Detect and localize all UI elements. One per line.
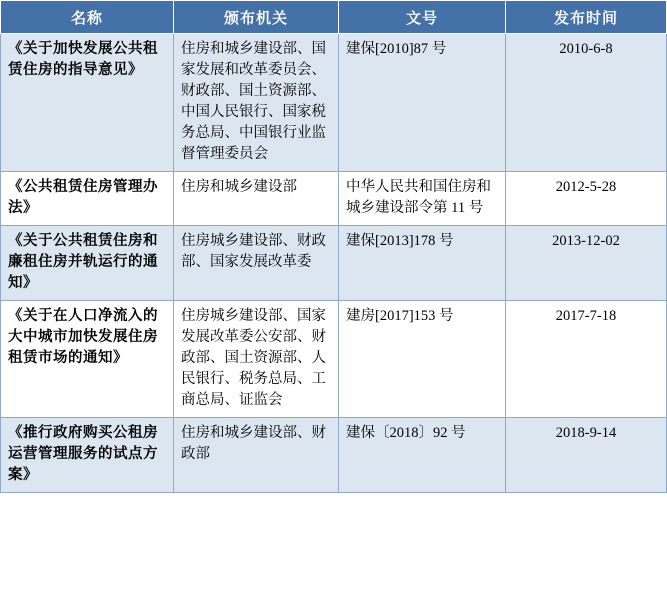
cell-organization: 住房和城乡建设部 — [174, 172, 339, 226]
table-header-row — [1, 1, 667, 34]
cell-release-date: 2017-7-18 — [506, 301, 667, 418]
cell-document-number: 建保[2013]178 号 — [339, 226, 506, 301]
column-header-name: 名称 — [1, 1, 174, 34]
table-row — [1, 34, 667, 172]
cell-release-date: 2010-6-8 — [506, 34, 667, 172]
cell-organization: 住房和城乡建设部、财政部 — [174, 418, 339, 493]
cell-organization: 住房城乡建设部、国家发展改革委公安部、财政部、国土资源部、人民银行、税务总局、工商总局、证监会 — [174, 301, 339, 418]
column-header-document-number: 文号 — [339, 1, 506, 34]
table-row — [1, 226, 667, 301]
cell-release-date: 2012-5-28 — [506, 172, 667, 226]
cell-organization: 住房城乡建设部、财政部、国家发展改革委 — [174, 226, 339, 301]
cell-name: 《公共租赁住房管理办法》 — [1, 172, 174, 226]
cell-document-number: 中华人民共和国住房和城乡建设部令第 11 号 — [339, 172, 506, 226]
column-header-organization: 颁布机关 — [174, 1, 339, 34]
table-row — [1, 418, 667, 493]
cell-document-number: 建房[2017]153 号 — [339, 301, 506, 418]
cell-name: 《推行政府购买公租房运营管理服务的试点方案》 — [1, 418, 174, 493]
cell-release-date: 2018-9-14 — [506, 418, 667, 493]
table-row — [1, 172, 667, 226]
cell-organization: 住房和城乡建设部、国家发展和改革委员会、财政部、国土资源部、中国人民银行、国家税务总局、中国银行业监督管理委员会 — [174, 34, 339, 172]
cell-document-number: 建保[2010]87 号 — [339, 34, 506, 172]
cell-name: 《关于在人口净流入的大中城市加快发展住房租赁市场的通知》 — [1, 301, 174, 418]
table-body — [1, 34, 667, 493]
table-row — [1, 301, 667, 418]
cell-name: 《关于加快发展公共租赁住房的指导意见》 — [1, 34, 174, 172]
cell-document-number: 建保〔2018〕92 号 — [339, 418, 506, 493]
cell-name: 《关于公共租赁住房和廉租住房并轨运行的通知》 — [1, 226, 174, 301]
column-header-release-date: 发布时间 — [506, 1, 667, 34]
cell-release-date: 2013-12-02 — [506, 226, 667, 301]
